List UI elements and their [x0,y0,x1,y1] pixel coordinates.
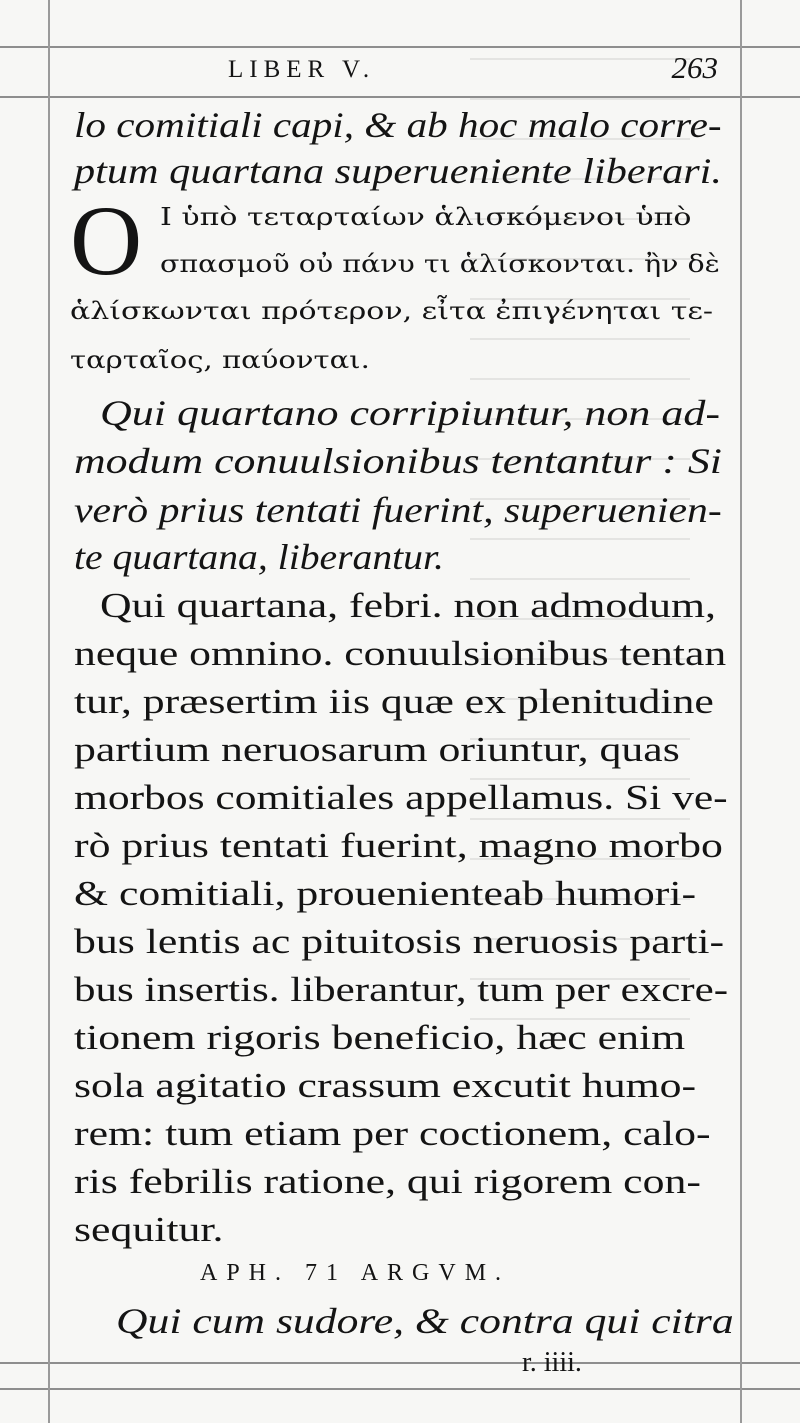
text-line: tur, præsertim iis quæ ex plenitudine [74,682,714,721]
text-line: modum conuulsionibus tentantur : Si [74,441,722,481]
text-line: ris febrilis ratione, qui rigorem con- [74,1162,701,1201]
text-line: te quartana, liberantur. [74,537,444,577]
drop-cap: O [70,185,143,296]
text-line: neque omnino. conuulsionibus tentan [74,634,727,673]
top-ruling-line [0,46,800,48]
text-line: ἁλίσκωνται πρότερον, εἶτα ἐπιγένηται τε- [70,297,714,325]
header-ruling-line [0,96,800,98]
signature-mark: r. iiii. [522,1347,582,1378]
bottom-ruling-line [0,1362,800,1364]
text-line: bus insertis. liberantur, tum per excre- [74,970,729,1009]
text-line: Ι ὑπὸ τεταρταίων ἁλισκόμενοι ὑπὸ [160,203,692,231]
text-line: rem: tum etiam per coctionem, calo- [74,1114,711,1153]
text-line: lo comitiali capi, & ab hoc malo corre- [74,105,722,145]
text-line: morbos comitiales appellamus. Si ve- [74,778,728,817]
text-line: tionem rigoris beneficio, hæc enim [74,1018,686,1057]
running-header [228,50,778,90]
right-margin-rule [740,0,742,1423]
text-line: rò prius tentati fuerint, magno morbo [74,826,723,865]
bottom-ruling-line-2 [0,1388,800,1390]
text-line: & comitiali, prouenienteab humori- [74,874,697,913]
text-line: Qui quartano corripiuntur, non ad- [100,393,721,433]
text-line: ταρταῖος, παύονται. [70,346,370,374]
text-line: σπασμοῦ οὐ πάνυ τι ἁλίσκονται. ἢν δὲ [160,250,720,278]
page-number: 263 [671,50,718,85]
text-line: bus lentis ac pituitosis neruosis parti- [74,922,725,961]
running-title: LIBER V. [228,56,376,83]
text-line: Qui quartana, febri. non admodum, [100,586,716,625]
aphorism-heading: APH. 71 ARGVM. [200,1260,511,1286]
text-line: Qui cum sudore, & contra qui citra [116,1301,734,1341]
text-line: sequitur. [74,1210,224,1249]
text-line: partium neruosarum oriuntur, quas [74,730,680,769]
text-line: ptum quartana superueniente liberari. [74,151,722,191]
text-line: sola agitatio crassum excutit humo- [74,1066,697,1105]
text-line: verò prius tentati fuerint, superuenien- [74,490,722,530]
left-margin-rule [48,0,50,1423]
